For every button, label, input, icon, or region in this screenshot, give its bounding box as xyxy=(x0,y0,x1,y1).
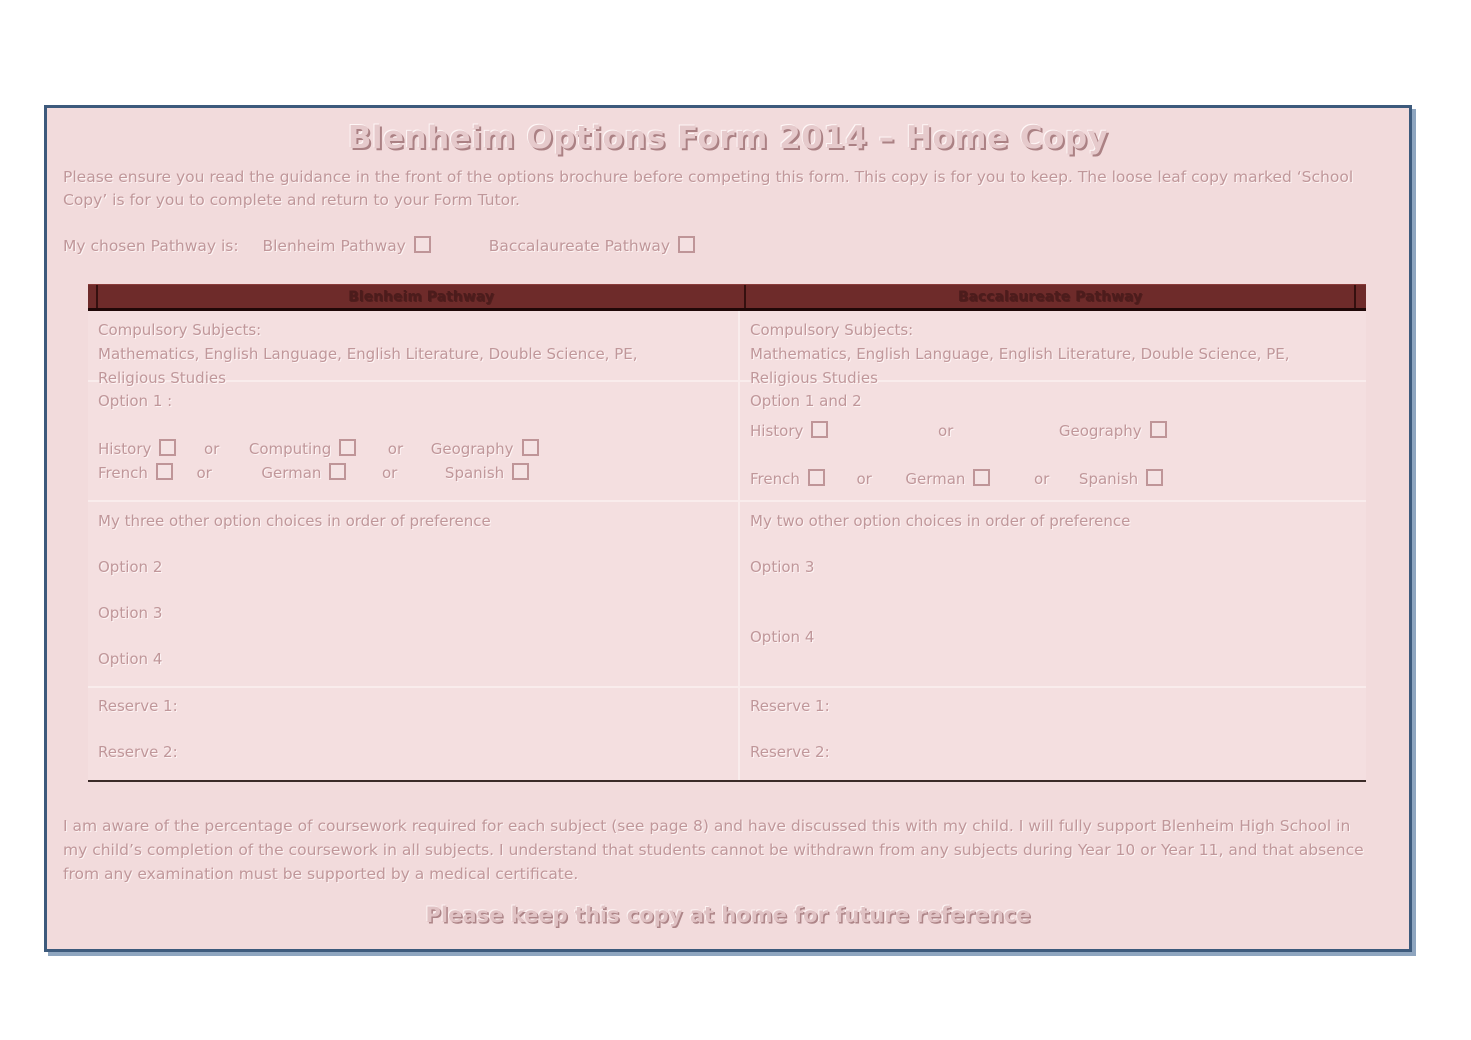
other-choices-heading: My three other option choices in order of preference xyxy=(98,512,491,530)
or-text: or xyxy=(387,440,404,458)
coursework-declaration-paragraph: I am aware of the percentage of coursework required for each subject (see page 8) and have discussed this with my child. I will fully support Blenheim High School in my child’s completion of the coursework in all subjects. I understand that students cannot be withdrawn from any subjects during Year 10 or Year 11, and that absence from any examination must be supported by a medical certificate. xyxy=(63,817,1364,883)
spacer xyxy=(750,579,1356,625)
or-text: or xyxy=(196,464,212,482)
reserve-1-label: Reserve 1: xyxy=(750,697,830,715)
spacer xyxy=(750,533,1356,555)
or-text: or xyxy=(937,422,954,440)
german-checkbox[interactable] xyxy=(973,469,990,486)
compulsory-subjects-line1: Mathematics, English Language, English Literature, Double Science, PE, xyxy=(750,345,1290,363)
baccalaureate-other-choices-cell xyxy=(740,502,1366,688)
french-checkbox[interactable] xyxy=(808,469,825,486)
or-text: or xyxy=(382,464,398,482)
german-label: German xyxy=(261,464,322,482)
geography-checkbox[interactable] xyxy=(1150,421,1167,438)
option-4-label: Option 4 xyxy=(750,628,815,646)
spanish-label: Spanish xyxy=(444,464,505,482)
geography-label: Geography xyxy=(1058,422,1142,440)
header-end-cap-right xyxy=(1354,285,1366,308)
spacer xyxy=(98,579,728,601)
option1-heading: Option 1 : xyxy=(98,392,173,410)
compulsory-subjects-line1: Mathematics, English Language, English Literature, Double Science, PE, xyxy=(98,345,638,363)
blenheim-reserves-cell xyxy=(88,688,738,780)
computing-checkbox[interactable] xyxy=(339,439,356,456)
option-4-label: Option 4 xyxy=(98,650,163,668)
french-label: French xyxy=(98,464,148,482)
header-end-cap-left xyxy=(88,285,98,308)
baccalaureate-column xyxy=(740,311,1366,780)
page-title: Blenheim Options Form 2014 – Home Copy xyxy=(347,120,1109,156)
option-2-label: Option 2 xyxy=(98,558,163,576)
pathway-choice-baccalaureate-label: Baccalaureate Pathway xyxy=(488,237,671,255)
reserve-1-label: Reserve 1: xyxy=(98,697,178,715)
blenheim-compulsory-cell xyxy=(88,311,738,387)
blenheim-pathway-checkbox[interactable] xyxy=(414,236,431,253)
german-label: German xyxy=(905,470,966,488)
computing-label: Computing xyxy=(248,440,332,458)
baccalaureate-reserves-cell xyxy=(740,688,1366,780)
spacer xyxy=(98,625,728,647)
subject-choice-row xyxy=(98,461,728,485)
subject-choice-row xyxy=(750,467,1356,491)
geography-label: Geography xyxy=(430,440,514,458)
blenheim-other-choices-cell xyxy=(88,502,738,688)
keep-copy-note: Please keep this copy at home for future reference xyxy=(425,903,1031,927)
table-header-row xyxy=(88,284,1366,311)
column-header-baccalaureate: Baccalaureate Pathway xyxy=(957,288,1143,305)
history-checkbox[interactable] xyxy=(811,421,828,438)
history-checkbox[interactable] xyxy=(159,439,176,456)
subject-choice-row xyxy=(98,437,728,461)
subject-choice-row xyxy=(750,419,1356,443)
compulsory-subjects-line2: Religious Studies xyxy=(750,369,878,387)
other-choices-heading: My two other option choices in order of preference xyxy=(750,512,1131,530)
baccalaureate-pathway-checkbox[interactable] xyxy=(678,236,695,253)
or-text: or xyxy=(1034,470,1050,488)
spanish-checkbox[interactable] xyxy=(1146,469,1163,486)
baccalaureate-compulsory-cell xyxy=(740,311,1366,387)
german-checkbox[interactable] xyxy=(329,463,346,480)
pathways-table xyxy=(88,284,1366,782)
blenheim-column xyxy=(88,311,740,780)
reserve-2-label: Reserve 2: xyxy=(98,743,178,761)
pathway-prompt: My chosen Pathway is: xyxy=(63,237,239,255)
spacer xyxy=(98,413,728,437)
spanish-label: Spanish xyxy=(1078,470,1139,488)
column-header-blenheim: Blenheim Pathway xyxy=(98,285,746,308)
option-3-label: Option 3 xyxy=(750,558,815,576)
or-text: or xyxy=(203,440,220,458)
pathway-selection-line xyxy=(63,236,1369,255)
baccalaureate-option12-cell xyxy=(740,382,1366,502)
intro-paragraph: Please ensure you read the guidance in the front of the options brochure before competing this form. This copy is for you to keep. The loose leaf copy marked ‘School Copy’ is for you to complete and return to your Form Tutor. xyxy=(63,168,1354,209)
options-form-page xyxy=(44,105,1412,952)
reserve-2-label: Reserve 2: xyxy=(750,743,830,761)
option-3-label: Option 3 xyxy=(98,604,163,622)
spacer xyxy=(98,533,728,555)
option12-heading: Option 1 and 2 xyxy=(750,392,862,410)
geography-checkbox[interactable] xyxy=(522,439,539,456)
spanish-checkbox[interactable] xyxy=(512,463,529,480)
or-text: or xyxy=(856,470,872,488)
french-checkbox[interactable] xyxy=(156,463,173,480)
spacer xyxy=(98,717,728,741)
blenheim-option1-cell xyxy=(88,382,738,502)
spacer xyxy=(750,717,1356,741)
compulsory-subjects-label: Compulsory Subjects: xyxy=(750,321,914,339)
table-body xyxy=(88,311,1366,782)
spacer xyxy=(750,443,1356,467)
compulsory-subjects-line2: Religious Studies xyxy=(98,369,226,387)
history-label: History xyxy=(98,440,152,458)
pathway-choice-blenheim-label: Blenheim Pathway xyxy=(262,237,406,255)
history-label: History xyxy=(750,422,804,440)
compulsory-subjects-label: Compulsory Subjects: xyxy=(98,321,262,339)
french-label: French xyxy=(750,470,800,488)
